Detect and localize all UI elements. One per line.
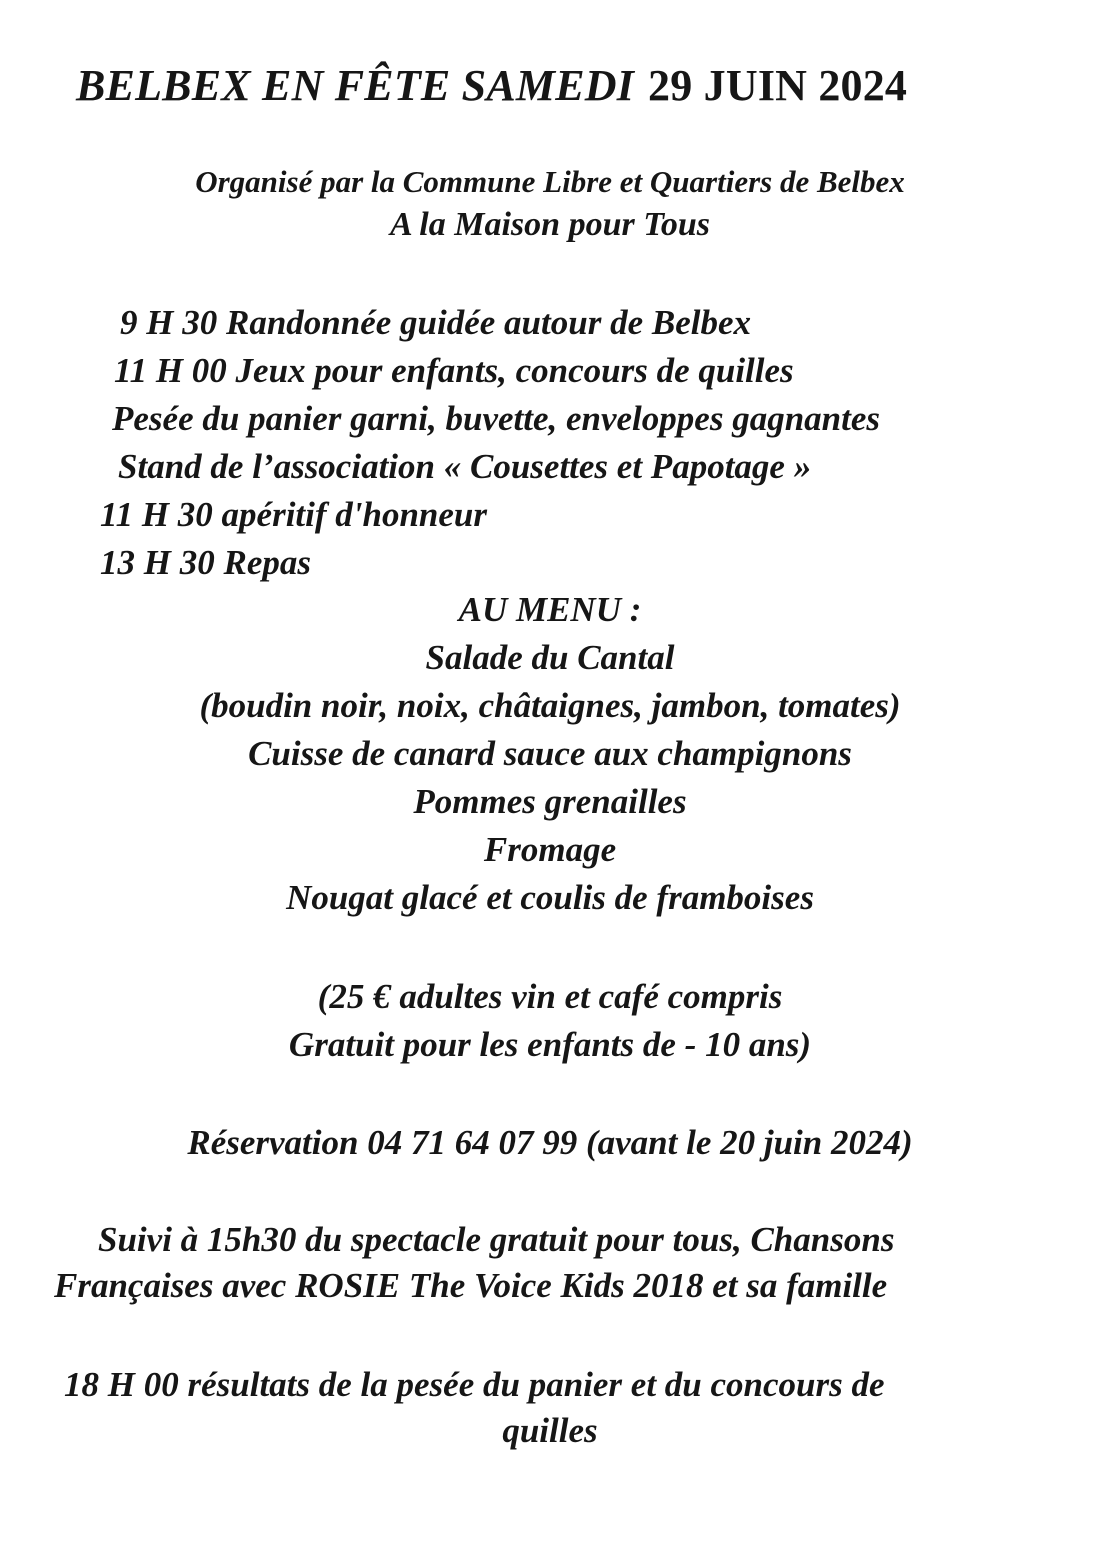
menu-item: Pommes grenailles bbox=[413, 782, 687, 821]
show-line-1: Suivi à 15h30 du spectacle gratuit pour tous, Chansons bbox=[98, 1220, 895, 1259]
venue-line: A la Maison pour Tous bbox=[390, 206, 710, 243]
schedule-item: 11 H 00 Jeux pour enfants, concours de quilles bbox=[114, 351, 794, 390]
menu-item: Cuisse de canard sauce aux champignons bbox=[248, 734, 852, 773]
menu-item: Salade du Cantal bbox=[425, 638, 675, 677]
reservation-line: Réservation 04 71 64 07 99 (avant le 20 juin 2024) bbox=[187, 1123, 913, 1162]
schedule-item: 11 H 30 apéritif d'honneur bbox=[100, 495, 488, 534]
menu-item: (boudin noir, noix, châtaignes, jambon, tomates) bbox=[199, 686, 901, 725]
menu-item: Fromage bbox=[483, 830, 617, 869]
price-adults: (25 € adultes vin et café compris bbox=[317, 977, 783, 1016]
schedule-item: 13 H 30 Repas bbox=[100, 543, 311, 582]
schedule-item: 9 H 30 Randonnée guidée autour de Belbex bbox=[120, 303, 751, 342]
schedule-item: Pesée du panier garni, buvette, enveloppes gagnantes bbox=[112, 399, 881, 438]
menu-item: Nougat glacé et coulis de framboises bbox=[286, 878, 814, 917]
show-line-2: Françaises avec ROSIE The Voice Kids 2018 et sa famille bbox=[54, 1266, 888, 1305]
results-line-2: quilles bbox=[502, 1411, 598, 1450]
menu-heading: AU MENU : bbox=[458, 590, 642, 629]
price-children: Gratuit pour les enfants de - 10 ans) bbox=[288, 1025, 812, 1064]
schedule-item: Stand de l’association « Cousettes et Papotage » bbox=[118, 447, 812, 486]
flyer-title bbox=[76, 61, 908, 110]
organizer-line: Organisé par la Commune Libre et Quartiers de Belbex bbox=[195, 164, 905, 199]
title-main: BELBEX EN FÊTE SAMEDI bbox=[76, 61, 635, 110]
results-line-1: 18 H 00 résultats de la pesée du panier et du concours de bbox=[64, 1365, 885, 1404]
title-date: 29 JUIN 2024 bbox=[648, 61, 908, 110]
